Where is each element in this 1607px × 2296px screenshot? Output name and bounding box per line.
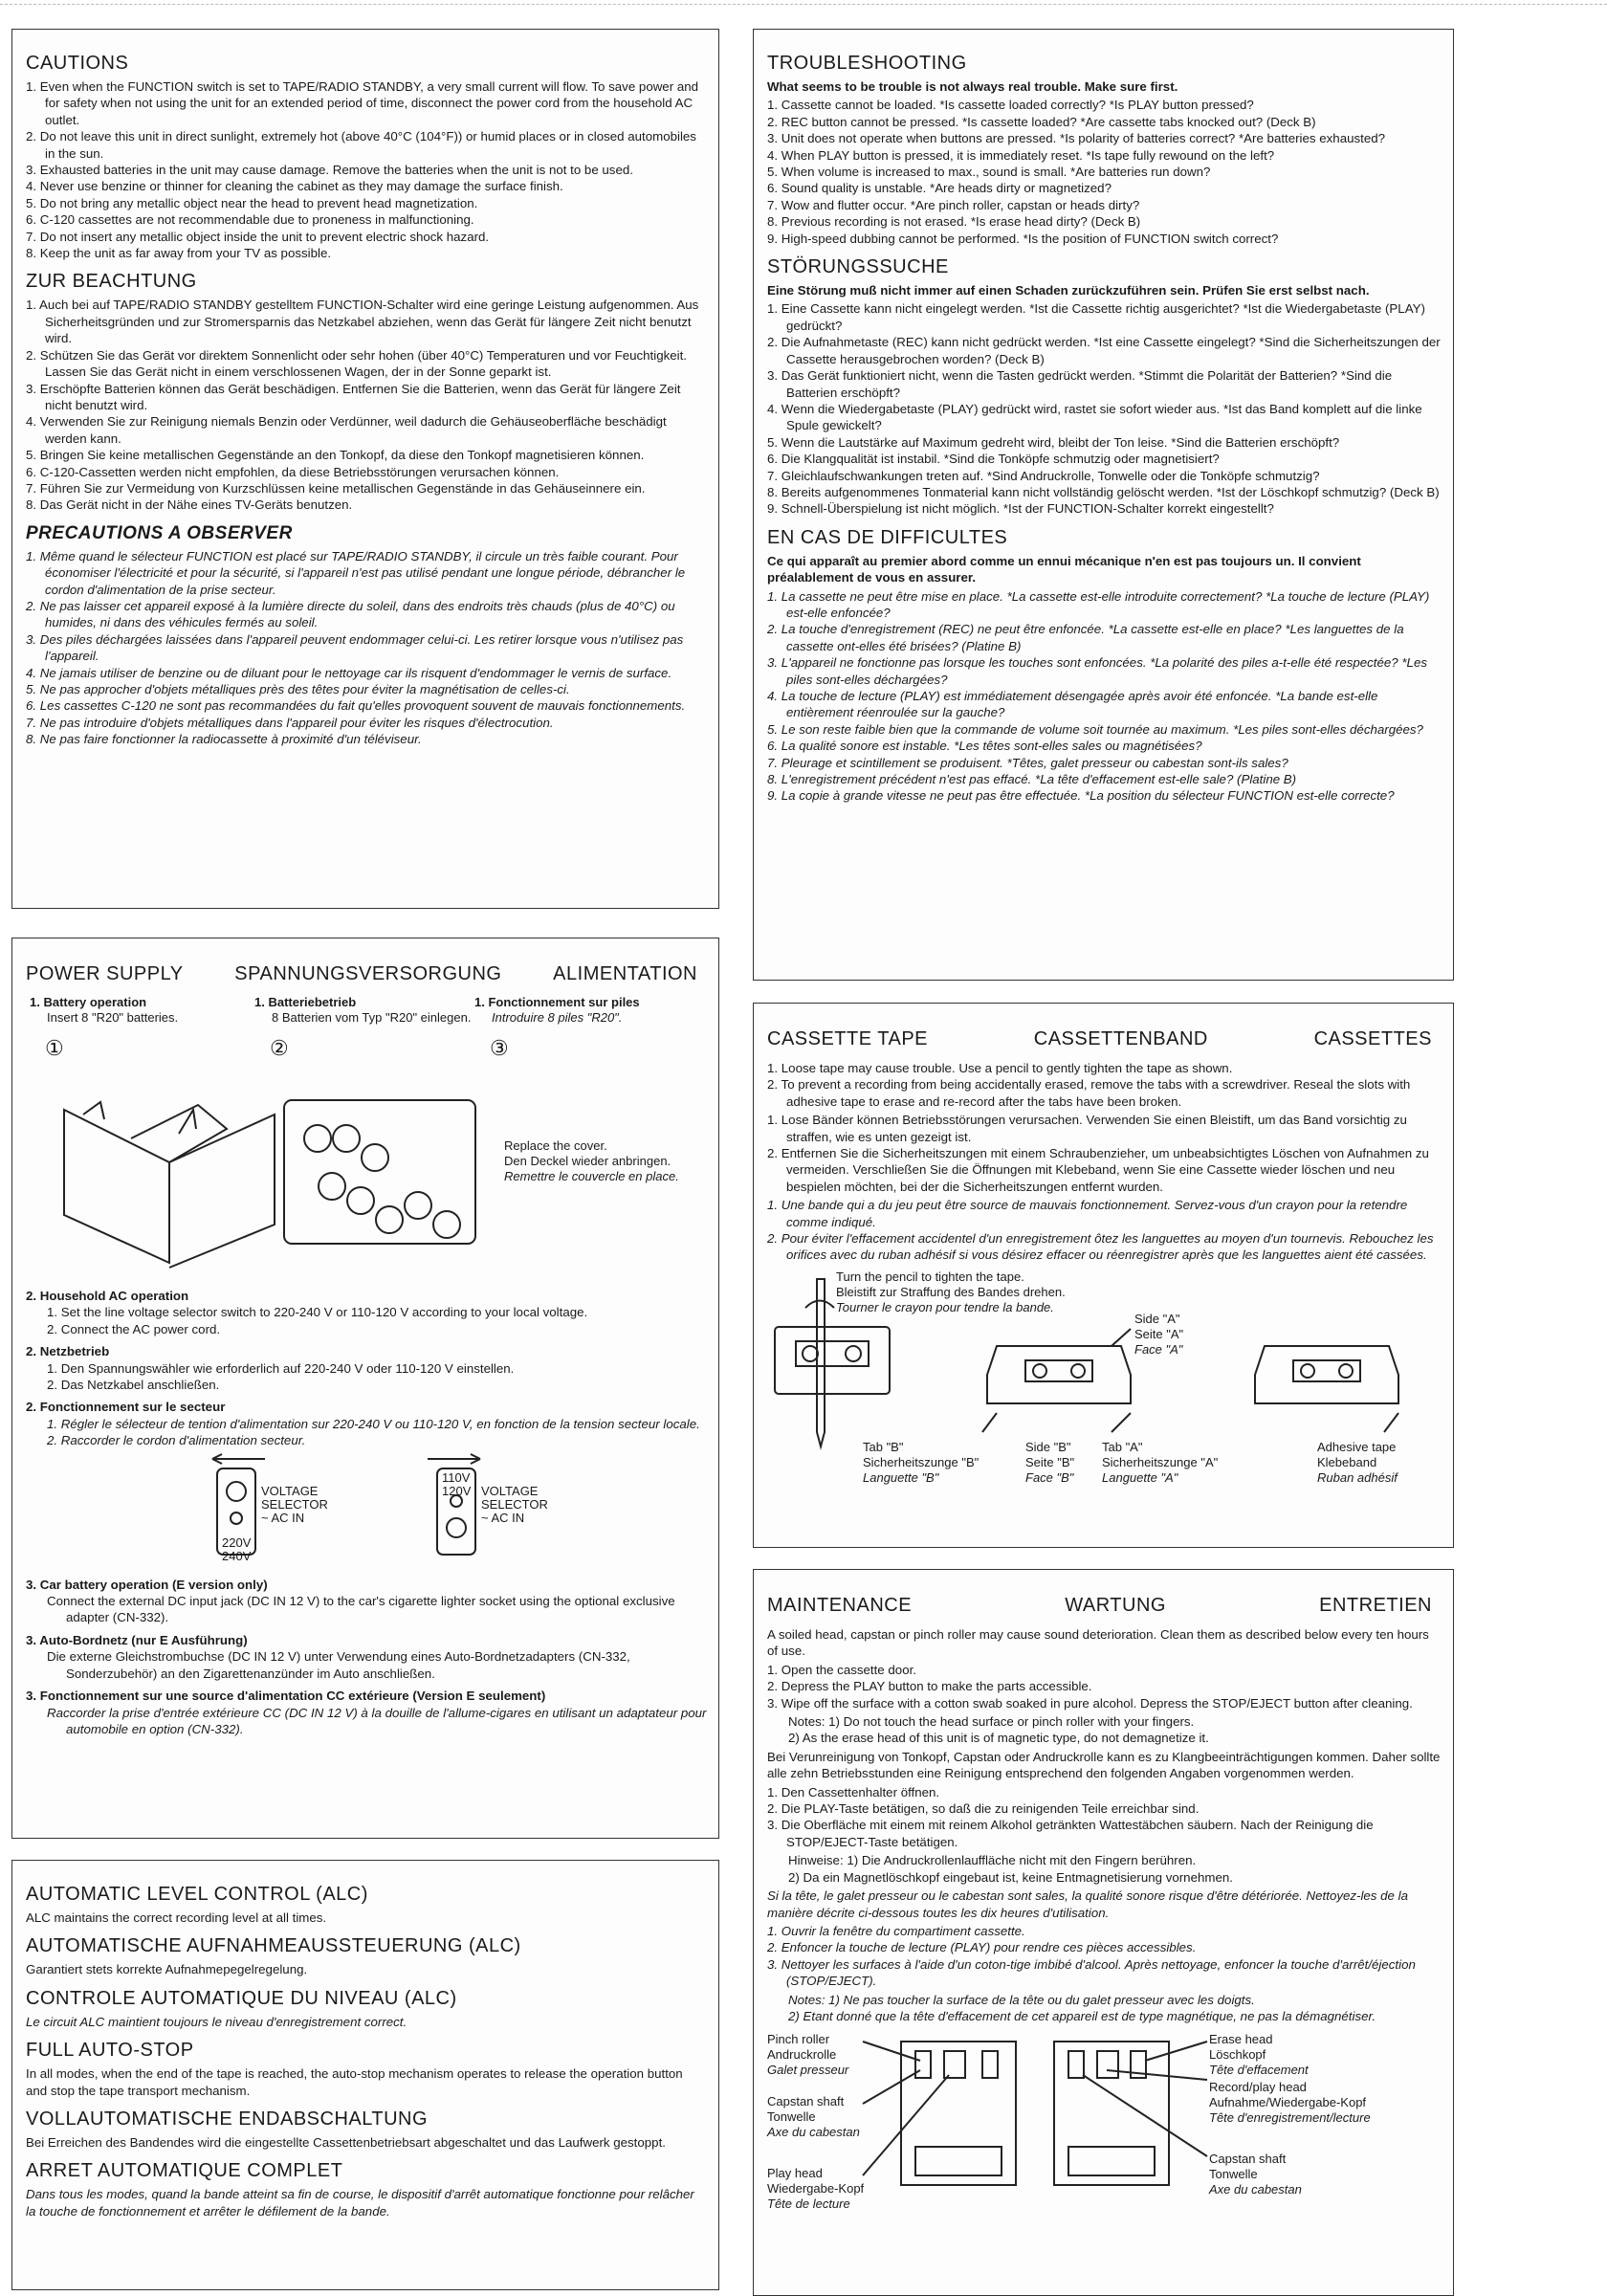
battery-step-text: Introduire 8 piles "R20". (492, 1010, 623, 1025)
section-heading-row (26, 963, 707, 985)
paragraph: Le circuit ALC maintient toujours le niveau d'enregistrement correct. (26, 2014, 407, 2029)
list-item: 5. Le son reste faible bien que la commande de volume soit tournée au maximum. *Les piles sont-elles déchargées? (767, 721, 1423, 737)
step-marker: ① (45, 1036, 64, 1060)
subsection-title: 2. Fonctionnement sur le secteur (26, 1400, 226, 1415)
numbered-list (26, 1360, 707, 1394)
list-item: 2. Raccorder le cordon d'alimentation secteur. (47, 1433, 306, 1448)
section-heading: CASSETTENBAND (1033, 1028, 1208, 1049)
numbered-list (767, 1060, 1442, 1110)
list-item: 8. L'enregistrement précédent n'est pas effacé. *La tête d'effacement est-elle sale? (Platine B) (767, 772, 1297, 787)
pinch-roller-label: Pinch roller (767, 2032, 830, 2047)
list-item: 1. Loose tape may cause trouble. Use a pencil to gently tighten the tape as shown. (767, 1061, 1233, 1075)
capstan-shaft-label: Capstan shaft (767, 2094, 845, 2109)
capstan-shaft-label: Axe du cabestan (1209, 2182, 1302, 2197)
step-marker: ② (270, 1036, 289, 1060)
list-item: 1. Even when the FUNCTION switch is set to TAPE/RADIO STANDBY, a very small current will flow. To save power and for safety when not using the unit for an extended period of time, disconnect the power cord from the household AC outlet. (26, 79, 699, 127)
numbered-list (767, 1923, 1442, 1990)
tab-a-label: Sicherheitszunge "A" (1102, 1454, 1219, 1469)
cassette-figure (767, 1269, 1442, 1499)
play-head-label: Wiedergabe-Kopf (767, 2181, 865, 2197)
record-play-head-label: Aufnahme/Wiedergabe-Kopf (1209, 2095, 1367, 2110)
ac-in-label: ~ AC IN (261, 1510, 305, 1525)
subsection-title: 2. Netzbetrieb (26, 1344, 110, 1359)
list-item: Hinweise: 1) Die Andruckrollenlauffläche nicht mit den Fingern berühren. (788, 1853, 1197, 1868)
pencil-instruction: Bleistift zur Straffung des Bandes drehen. (836, 1284, 1066, 1299)
section-heading: VOLLAUTOMATISCHE ENDABSCHALTUNG (26, 2108, 429, 2130)
list-item: 1. La cassette ne peut être mise en place. *La cassette est-elle introduite correctement? *La touche de lecture (PLAY) est-elle enfoncée? (767, 588, 1430, 620)
maintenance-box (753, 1569, 1454, 2296)
list-item: 1. Auch bei auf TAPE/RADIO STANDBY gestelltem FUNCTION-Schalter wird eine geringe Leistung aufgenommen. Aus Sicherheitsgründen und zur Stromersparnis das Netzkabel abziehen, wenn das Gerät für längere Zeit nicht benutzt wird. (26, 298, 699, 346)
list-item: 8. Das Gerät nicht in der Nähe eines TV-Geräts benutzen. (26, 497, 353, 513)
battery-step-title: 1. Batteriebetrieb (254, 995, 357, 1009)
section-heading: AUTOMATIC LEVEL CONTROL (ALC) (26, 1884, 368, 1905)
adhesive-tape-label: Adhesive tape (1317, 1439, 1397, 1454)
replace-cover-caption: Replace the cover. (504, 1138, 607, 1153)
list-item: 1. Ouvrir la fenêtre du compartiment cassette. (767, 1923, 1025, 1938)
numbered-list (767, 1112, 1442, 1195)
list-item: 6. C-120-Cassetten werden nicht empfohlen, da diese Betriebsstörungen verursachen können. (26, 464, 560, 479)
erase-head-label: Tête d'effacement (1209, 2063, 1309, 2078)
list-item: 3. Das Gerät funktioniert nicht, wenn die Tasten gedrückt werden. *Stimmt die Polarität der Batterien? *Sind die Batterien erschöpft? (767, 368, 1393, 400)
section-heading: WARTUNG (1065, 1595, 1166, 1616)
section-heading: EN CAS DE DIFFICULTES (767, 526, 1008, 548)
list-item: 1. Régler le sélecteur de tention d'alimentation sur 220-240 V ou 110-120 V, en fonction de la tension secteur locale. (47, 1416, 700, 1431)
capstan-shaft-label: Tonwelle (1209, 2167, 1258, 2182)
list-item: Raccorder la prise d'entrée extérieure CC (DC IN 12 V) à la douille de l'allume-cigares en utilisant un adaptateur pour automobile en option (CN-332). (47, 1705, 707, 1736)
numbered-list (767, 1662, 1442, 1711)
numbered-list (26, 297, 707, 513)
list-item: 6. C-120 cassettes are not recommendable due to proneness in malfunctioning. (26, 212, 474, 228)
numbered-list (767, 1197, 1442, 1264)
list-item: 5. Bringen Sie keine metallischen Gegenstände an den Tonkopf, da diese den Tonkopf magnetisieren können. (26, 448, 645, 463)
numbered-list (767, 588, 1442, 805)
list-item: 2) As the erase head of this unit is of magnetic type, do not demagnetize it. (788, 1731, 1209, 1746)
tab-b-label: Tab "B" (863, 1439, 904, 1454)
list-item: 2. Enfoncer la touche de lecture (PLAY) pour rendre ces pièces accessibles. (767, 1940, 1197, 1955)
paragraph: Bei Verunreinigung von Tonkopf, Capstan oder Andruckrolle kann es zu Klangbeeinträchtigungen kommen. Daher sollte alle zehn Betriebsstunden eine Reinigung entsprechend den folgenden Angaben vorgenommen werden. (767, 1749, 1441, 1781)
list-item: 5. When volume is increased to max., sound is small. *Are batteries run down? (767, 165, 1211, 180)
adhesive-tape-label: Klebeband (1317, 1454, 1377, 1469)
list-item: 2. Pour éviter l'effacement accidentel d'un enregistrement ôtez les languettes au moyen d'un tournevis. Rebouchez les orifices avec du ruban adhésif si vous désirez effacer ou réenregistrer après que les languettes aient été cassées. (767, 1231, 1434, 1263)
list-item: 3. Wipe off the surface with a cotton swab soaked in pure alcohol. Depress the STOP/EJECT button after cleaning. (767, 1695, 1413, 1711)
list-item: 2. REC button cannot be pressed. *Is cassette loaded? *Are cassette tabs knocked out? (Deck B) (767, 114, 1316, 129)
list-item: 1. Cassette cannot be loaded. *Is cassette loaded correctly? *Is PLAY button pressed? (767, 98, 1254, 113)
list-item: 2. La touche d'enregistrement (REC) ne peut être enfoncée. *La cassette est-elle en place? *Les languettes de la cassette ont-elles été brisées? (Platine B) (767, 622, 1404, 653)
section-heading: PRECAUTIONS A OBSERVER (26, 522, 293, 543)
list-item: 8. Ne pas faire fonctionner la radiocassette à proximité d'un téléviseur. (26, 732, 422, 747)
list-item: 3. Nettoyer les surfaces à l'aide d'un coton-tige imbibé d'alcool. Après nettoyage, enfoncer la touche d'arrêt/éjection (STOP/EJECT). (767, 1956, 1416, 1989)
section-heading: CASSETTES (1313, 1028, 1432, 1049)
numbered-list (767, 1852, 1442, 1886)
pencil-instruction: Tourner le crayon pour tendre la bande. (836, 1299, 1054, 1314)
section-heading-row (767, 1028, 1442, 1050)
section-heading: STÖRUNGSSUCHE (767, 256, 949, 278)
numbered-list (767, 1713, 1442, 1747)
list-item: 6. Les cassettes C-120 ne sont pas recommandées du fait qu'elles provoquent souvent de mauvais fonctionnements. (26, 698, 686, 714)
voltage-220-label: 220V (222, 1534, 252, 1550)
replace-cover-caption: Remettre le couvercle en place. (504, 1169, 679, 1183)
ac-in-label: ~ AC IN (481, 1510, 525, 1525)
list-item: 1. Lose Bänder können Betriebsstörungen verursachen. Verwenden Sie einen Bleistift, um das Band vorsichtig zu straffen, wie es unten gezeigt ist. (767, 1113, 1407, 1144)
numbered-list (26, 1304, 707, 1337)
list-item: 6. Sound quality is unstable. *Are heads dirty or magnetized? (767, 181, 1112, 196)
list-item: 4. When PLAY button is pressed, it is immediately reset. *Is tape fully rewound on the left? (767, 147, 1275, 163)
paragraph: In all modes, when the end of the tape is reached, the auto-stop mechanism operates to release the operation button and stop the tape transport mechanism. (26, 2066, 683, 2098)
list-item: 2. Die Aufnahmetaste (REC) kann nicht gedrückt werden. *Ist eine Cassette eingelegt? *Sind die Sicherheitszungen der Cassette herausgebrochen worden? (Deck B) (767, 335, 1441, 366)
record-play-head-label: Record/play head (1209, 2080, 1307, 2095)
paragraph: Garantiert stets korrekte Aufnahmepegelregelung. (26, 1962, 308, 1977)
numbered-list (767, 300, 1442, 517)
paragraph: ALC maintains the correct recording level at all times. (26, 1910, 327, 1925)
list-item: 6. La qualité sonore est instable. *Les têtes sont-elles sales ou magnétisées? (767, 739, 1202, 754)
list-item: Notes: 1) Ne pas toucher la surface de la tête ou du galet presseur avec les doigts. (788, 1992, 1255, 2007)
list-item: 9. High-speed dubbing cannot be performed. *Is the position of FUNCTION switch correct? (767, 231, 1279, 246)
list-item: 1. Den Spannungswähler wie erforderlich auf 220-240 V oder 110-120 V einstellen. (47, 1360, 515, 1376)
paragraph: Dans tous les modes, quand la bande atteint sa fin de course, le dispositif d'arrêt automatique fonctionne pour relâcher la touche de fonctionnement et arrêter le défilement de la bande. (26, 2187, 694, 2219)
pinch-roller-label: Galet presseur (767, 2063, 849, 2078)
list-item: 7. Ne pas introduire d'objets métalliques dans l'appareil pour éviter les risques d'électrocution. (26, 715, 554, 730)
list-item: 8. Previous recording is not erased. *Is erase head dirty? (Deck B) (767, 214, 1141, 230)
section-heading: ZUR BEACHTUNG (26, 271, 197, 293)
selector-label: SELECTOR (481, 1496, 548, 1512)
section-heading: CASSETTE TAPE (767, 1028, 929, 1049)
paragraph: Si la tête, le galet presseur ou le cabestan sont sales, la qualité sonore risque d'être détériorée. Nettoyez-les de la manière décrite ci-dessous toutes les dix heures d'utilisation. (767, 1888, 1408, 1920)
play-head-label: Tête de lecture (767, 2197, 850, 2212)
side-b-label: Face "B" (1025, 1469, 1074, 1485)
record-play-head-label: Tête d'enregistrement/lecture (1209, 2110, 1371, 2126)
side-a-label: Face "A" (1134, 1341, 1183, 1357)
section-heading: CONTROLE AUTOMATIQUE DU NIVEAU (ALC) (26, 1987, 457, 2009)
subsection-title: 2. Household AC operation (26, 1289, 189, 1303)
list-item: 4. Wenn die Wiedergabetaste (PLAY) gedrückt wird, rastet sie sofort wieder aus. *Ist das Band komplett auf die linke Spule gewickelt? (767, 401, 1422, 433)
list-item: 6. Die Klangqualität ist instabil. *Sind die Tonköpfe schmutzig oder magnetisiert? (767, 452, 1220, 467)
section-heading: AUTOMATISCHE AUFNAHMEAUSSTEUERUNG (ALC) (26, 1935, 521, 1957)
tab-b-label: Languette "B" (863, 1469, 939, 1485)
erase-head-label: Löschkopf (1209, 2047, 1266, 2063)
selector-label: SELECTOR (261, 1496, 328, 1512)
cassette-tape-box (753, 1003, 1454, 1548)
voltage-label: VOLTAGE (481, 1483, 539, 1498)
list-item: 9. Schnell-Überspielung ist nicht möglich. *Ist der FUNCTION-Schalter korrekt eingestellt? (767, 501, 1274, 517)
capstan-shaft-label: Tonwelle (767, 2109, 816, 2125)
battery-install-drawing (26, 995, 715, 1282)
list-item: 3. Erschöpfte Batterien können das Gerät beschädigen. Entfernen Sie die Batterien, wenn das Gerät für längere Zeit nicht benutzt wird. (26, 381, 681, 412)
voltage-240-label: 240V (222, 1548, 252, 1563)
list-item: 3. Die Oberfläche mit einem mit reinem Alkohol getränkten Wattestäbchen säubern. Nach der Reinigung die STOP/EJECT-Taste betätigen. (767, 1818, 1374, 1849)
list-item: 7. Gleichlaufschwankungen treten auf. *Sind Andruckrolle, Tonwelle oder die Tonköpfe schmutzig? (767, 468, 1320, 483)
side-b-label: Seite "B" (1025, 1454, 1075, 1469)
cassette-deck-heads-drawing (767, 2032, 1454, 2223)
capstan-shaft-label: Axe du cabestan (767, 2125, 860, 2140)
list-item: 5. Ne pas approcher d'objets métalliques près des têtes pour éviter la magnétisation de celles-ci. (26, 682, 570, 696)
list-item: 5. Do not bring any metallic object near the head to prevent head magnetization. (26, 195, 478, 210)
paragraph: Ce qui apparaît au premier abord comme un ennui mécanique n'en est pas toujours un. Il convient préalablement de vous en assurer. (767, 553, 1361, 585)
paragraph: Eine Störung muß nicht immer auf einen Schaden zurückzuführen sein. Prüfen Sie erst selbst nach. (767, 283, 1370, 298)
subsection-title: 3. Fonctionnement sur une source d'alimentation CC extérieure (Version E seulement) (26, 1689, 546, 1704)
voltage-figure (26, 1451, 707, 1571)
list-item: 3. Des piles déchargées laissées dans l'appareil peuvent endommager celui-ci. Les retirer lorsque vous n'utilisez pas l'appareil. (26, 631, 684, 664)
replace-cover-caption: Den Deckel wieder anbringen. (504, 1154, 671, 1168)
troubleshooting-box (753, 29, 1454, 981)
subsection-title: 3. Auto-Bordnetz (nur E Ausführung) (26, 1632, 248, 1647)
list-item: 5. Wenn die Lautstärke auf Maximum gedreht wird, bleibt der Ton leise. *Sind die Batterien erschöpft? (767, 434, 1340, 450)
subsection-title: 3. Car battery operation (E version only) (26, 1577, 268, 1592)
section-heading: SPANNUNGSVERSORGUNG (234, 963, 502, 984)
list-item: Die externe Gleichstrombuchse (DC IN 12 V) unter Verwendung eines Auto-Bordnetzadapters (CN-332, Sonderzubehör) an den Zigarettenanzünder im Auto anschließen. (47, 1649, 630, 1681)
list-item: 9. La copie à grande vitesse ne peut pas être effectuée. *La position du sélecteur FUNCTION est-elle correcte? (767, 788, 1395, 804)
list-item: 1. Set the line voltage selector switch to 220-240 V or 110-120 V according to your local voltage. (47, 1305, 588, 1320)
list-item: 2. Do not leave this unit in direct sunlight, extremely hot (above 40°C (104°F)) or humid places or in closed automobiles in the sun. (26, 129, 696, 161)
battery-step-title: 1. Fonctionnement sur piles (474, 995, 640, 1009)
list-item: 4. Verwenden Sie zur Reinigung niemals Benzin oder Verdünner, weil dadurch die Gehäuseoberfläche beschädigt werden kann. (26, 414, 667, 446)
section-heading-row (767, 1595, 1442, 1617)
section-heading: TROUBLESHOOTING (767, 53, 967, 74)
section-heading: ARRET AUTOMATIQUE COMPLET (26, 2160, 343, 2182)
list-item: 2. Die PLAY-Taste betätigen, so daß die zu reinigenden Teile erreichbar sind. (767, 1801, 1200, 1817)
capstan-shaft-label: Capstan shaft (1209, 2152, 1287, 2167)
list-item: 2) Etant donné que la tête d'effacement de cet appareil est de type magnétique, ne pas la démagnétiser. (788, 2008, 1376, 2023)
list-item: Notes: 1) Do not touch the head surface or pinch roller with your fingers. (788, 1714, 1195, 1730)
power-supply-box (11, 938, 719, 1839)
tab-a-label: Languette "A" (1102, 1469, 1178, 1485)
list-item: 3. L'appareil ne fonctionne pas lorsque les touches sont enfoncées. *La polarité des piles a-t-elle été respectée? *Les piles sont-elles déchargées? (767, 655, 1427, 687)
numbered-list (26, 78, 707, 261)
list-item: 7. Wow and flutter occur. *Are pinch roller, capstan or heads dirty? (767, 197, 1140, 212)
list-item: 1. Den Cassettenhalter öffnen. (767, 1784, 940, 1799)
list-item: 1. Eine Cassette kann nicht eingelegt werden. *Ist die Cassette richtig ausgerichtet? *Ist die Wiedergabetaste (PLAY) gedrückt? (767, 301, 1425, 333)
section-heading: ALIMENTATION (553, 963, 697, 984)
list-item: 7. Do not insert any metallic object inside the unit to prevent electric shock hazard. (26, 229, 490, 244)
numbered-list (26, 548, 707, 748)
battery-figure (26, 995, 707, 1282)
side-a-label: Seite "A" (1134, 1326, 1184, 1341)
paragraph: What seems to be trouble is not always real trouble. Make sure first. (767, 79, 1178, 94)
paragraph: Bei Erreichen des Bandendes wird die eingestellte Cassettenbetriebsart abgeschaltet und das Laufwerk gestoppt. (26, 2135, 666, 2151)
voltage-110-label: 110V (442, 1469, 471, 1485)
list-item: 4. Ne jamais utiliser de benzine ou de diluant pour le nettoyage car ils risquent d'endommager le vernis de surface. (26, 665, 672, 680)
list-item: 4. Never use benzine or thinner for cleaning the cabinet as they may damage the surface finish. (26, 179, 563, 194)
numbered-list (767, 1784, 1442, 1851)
list-item: 4. La touche de lecture (PLAY) est immédiatement désengagée après avoir été enfoncée. *La bande est-elle entièrement réenroulée sur la gauche? (767, 689, 1378, 720)
battery-step-text: 8 Batterien vom Typ "R20" einlegen. (272, 1010, 472, 1025)
list-item: 7. Pleurage et scintillement se produisent. *Têtes, galet presseur ou cabestan sont-ils sales? (767, 755, 1288, 770)
top-scan-edge (0, 4, 1607, 5)
adhesive-tape-label: Ruban adhésif (1317, 1469, 1398, 1485)
list-item: 2. Entfernen Sie die Sicherheitszungen mit einem Schraubenzieher, um unbeabsichtigtes Löschen von Aufnahmen zu vermeiden. Verschließen Sie die Öffnungen mit Klebeband, wenn Sie eine Cassette wieder löschen und neu bespielen möchten, bei der die Sicherheitszungen entfernt wurden. (767, 1146, 1429, 1194)
alc-autostop-box (11, 1860, 719, 2290)
section-heading: FULL AUTO-STOP (26, 2040, 194, 2062)
step-marker: ③ (490, 1036, 509, 1060)
list-item: 2. Depress the PLAY button to make the parts accessible. (767, 1679, 1092, 1694)
list-item: 2) Da ein Magnetlöschkopf eingebaut ist, keine Entmagnetisierung vornehmen. (788, 1869, 1233, 1885)
pencil-instruction: Turn the pencil to tighten the tape. (836, 1269, 1024, 1284)
voltage-label: VOLTAGE (261, 1483, 319, 1498)
numbered-list (26, 1416, 707, 1449)
section-heading: CAUTIONS (26, 53, 129, 74)
paragraph: A soiled head, capstan or pinch roller may cause sound deterioration. Clean them as described below every ten hours of use. (767, 1627, 1429, 1659)
voltage-selector-drawing (26, 1451, 715, 1571)
tab-a-label: Tab "A" (1102, 1439, 1143, 1454)
numbered-list (26, 1705, 707, 1738)
numbered-list (26, 1648, 707, 1682)
cautions-box (11, 29, 719, 909)
battery-step-title: 1. Battery operation (30, 995, 147, 1009)
list-item: 2. Das Netzkabel anschließen. (47, 1378, 220, 1393)
numbered-list (767, 1992, 1442, 2025)
section-heading: ENTRETIEN (1319, 1595, 1432, 1616)
side-b-label: Side "B" (1025, 1439, 1071, 1454)
numbered-list (767, 97, 1442, 247)
list-item: 2. Ne pas laisser cet appareil exposé à la lumière directe du soleil, dans des endroits très chauds (plus de 40°C) ou humides, ni dans des véhicules fermés au soleil. (26, 598, 675, 630)
pinch-roller-label: Andruckrolle (767, 2047, 837, 2063)
numbered-list (26, 1593, 707, 1626)
voltage-120-label: 120V (442, 1483, 472, 1498)
list-item: 3. Exhausted batteries in the unit may cause damage. Remove the batteries when the unit is not to be used. (26, 163, 633, 178)
list-item: 2. Schützen Sie das Gerät vor direktem Sonnenlicht oder sehr hohen (über 40°C) Temperaturen und vor Feuchtigkeit. Lassen Sie das Gerät nicht in einem verschlossenen Wagen, der in der Sonne geparkt ist. (26, 347, 687, 380)
list-item: Connect the external DC input jack (DC IN 12 V) to the car's cigarette lighter socket using the optional exclusive adapter (CN-332). (47, 1594, 675, 1625)
list-item: 1. Une bande qui a du jeu peut être source de mauvais fonctionnement. Servez-vous d'un crayon pour la retendre comme indiqué. (767, 1198, 1408, 1229)
erase-head-label: Erase head (1209, 2032, 1273, 2047)
section-heading: MAINTENANCE (767, 1595, 913, 1616)
section-heading: POWER SUPPLY (26, 963, 184, 984)
side-a-label: Side "A" (1134, 1311, 1180, 1326)
list-item: 2. Connect the AC power cord. (47, 1321, 221, 1336)
list-item: 8. Bereits aufgenommenes Tonmaterial kann nicht vollständig gelöscht werden. *Ist der Löschkopf schmutzig? (Deck B) (767, 484, 1440, 499)
list-item: 3. Unit does not operate when buttons are pressed. *Is polarity of batteries correct? *Are batteries exhausted? (767, 131, 1386, 146)
battery-step-text: Insert 8 "R20" batteries. (47, 1010, 179, 1025)
list-item: 1. Même quand le sélecteur FUNCTION est placé sur TAPE/RADIO STANDBY, il circule un très faible courant. Pour économiser l'électricité et pour la sécurité, si l'appareil n'est pas utilisé pendant une longue période, débrancher le cordon d'alimentation de la prise secteur. (26, 548, 686, 597)
list-item: 1. Open the cassette door. (767, 1662, 916, 1677)
list-item: 8. Keep the unit as far away from your TV as possible. (26, 246, 332, 261)
tab-b-label: Sicherheitszunge "B" (863, 1454, 980, 1469)
list-item: 2. To prevent a recording from being accidentally erased, remove the tabs with a screwdriver. Reseal the slots with adhesive tape to erase and re-record after the tabs have been broken. (767, 1077, 1411, 1109)
maint-figure (767, 2032, 1442, 2223)
list-item: 7. Führen Sie zur Vermeidung von Kurzschlüssen keine metallischen Gegenstände in das Gehäuseinnere ein. (26, 480, 646, 496)
play-head-label: Play head (767, 2166, 823, 2181)
